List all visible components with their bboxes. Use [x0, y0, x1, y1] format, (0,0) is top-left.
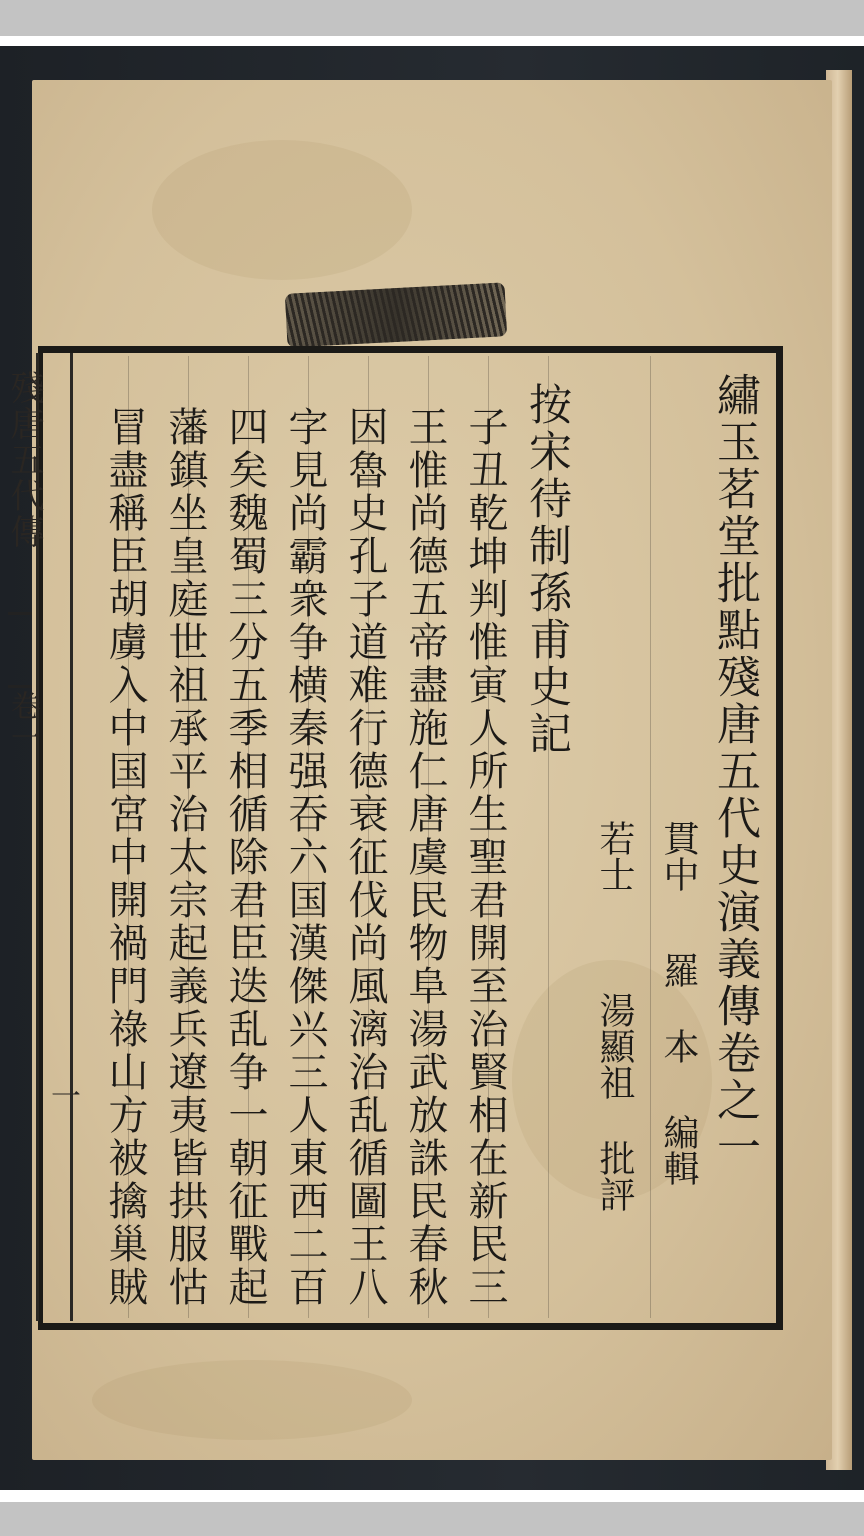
- book-title-column: 繡玉茗堂批點殘唐五代史演義傳卷之一: [709, 372, 760, 1171]
- author-1-name-top: 貫中: [658, 820, 699, 892]
- author-line-2: [594, 820, 635, 1212]
- scan-margin-bottom: [0, 1502, 864, 1536]
- author-2-role: 批評: [594, 1140, 635, 1212]
- author-2-name-mid: 湯顯祖: [594, 992, 635, 1100]
- scan-border-top: [0, 36, 864, 46]
- scan-border-bottom: [0, 1490, 864, 1502]
- censored-mark: [285, 282, 508, 347]
- margin-volume: 卷一: [5, 690, 40, 754]
- body-column-3: 王惟尚德五帝盡施仁唐虞民物阜湯武放誅民春秋: [402, 406, 448, 1309]
- author-line-1: [658, 820, 699, 1186]
- folio-number: 一: [45, 1080, 80, 1110]
- author-1-name-mid: 羅: [658, 952, 699, 988]
- body-column-7: 藩鎮坐皇庭世祖承平治太宗起義兵遼夷皆拱服怙: [162, 406, 208, 1309]
- body-column-8: 冒盡稱臣胡虜入中国宮中開禍門祿山方被擒巢賊: [102, 406, 148, 1309]
- body-column-4: 因魯史孔子道难行德衰征伐尚風漓治乱循圖王八: [342, 406, 388, 1309]
- author-1-name-bot: 本: [658, 1028, 699, 1064]
- body-column-1: 按宋待制孫甫史記: [522, 382, 572, 758]
- margin-bracket: [8, 612, 32, 688]
- gutter-line-inner: [70, 353, 73, 1321]
- body-column-5: 字見尚霸衆争横秦强吞六国漢傑兴三人東西二百: [282, 406, 328, 1309]
- body-column-2: 子丑乾坤判惟寅人所生聖君開至治賢相在新民三: [462, 406, 508, 1309]
- author-2-name-top: 若士: [594, 820, 635, 892]
- margin-book-title: 殘唐五代傳: [4, 370, 44, 550]
- scan-margin-top: [0, 0, 864, 36]
- body-column-6: 四矣魏蜀三分五季相循除君臣迭乱争一朝征戰起: [222, 406, 268, 1309]
- author-1-role: 編輯: [658, 1114, 699, 1186]
